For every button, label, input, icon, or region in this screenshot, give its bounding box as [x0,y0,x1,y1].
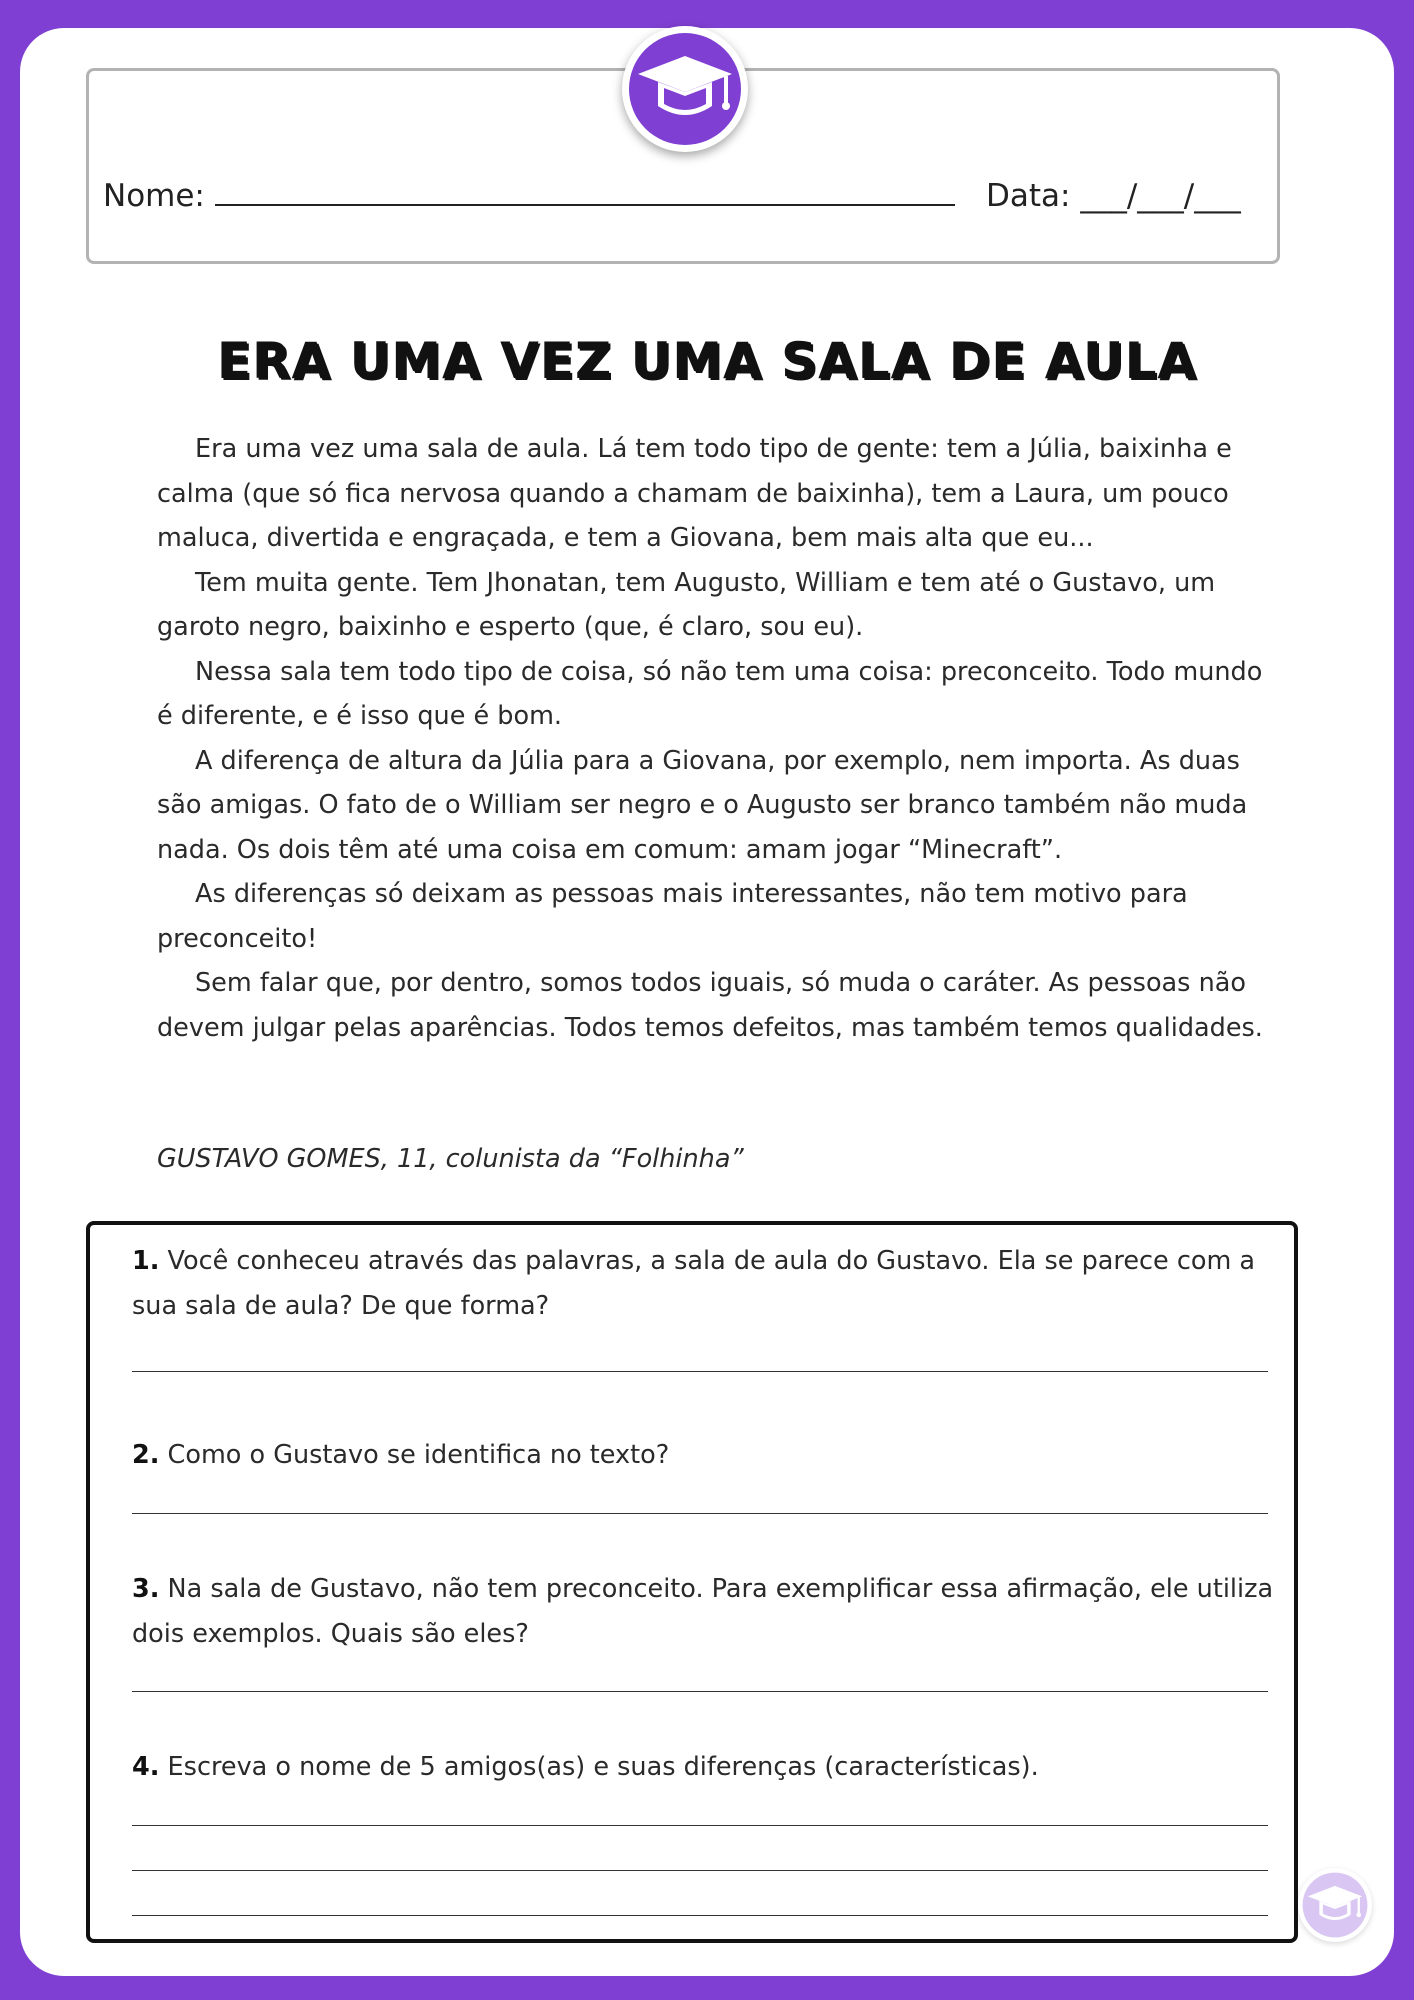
question-text: Escreva o nome de 5 amigos(as) e suas diferenças (características). [167,1752,1039,1782]
answer-line[interactable] [132,1870,1268,1871]
answer-line[interactable] [132,1825,1268,1826]
story-paragraph: Era uma vez uma sala de aula. Lá tem todo tipo de gente: tem a Júlia, baixinha e calma (que só fica nervosa quando a chamam de baixinha), tem a Laura, um pouco maluca, divertida e engraçada, e tem a Giovana, bem mais alta que eu... [157,434,1232,553]
story-author: GUSTAVO GOMES, 11, colunista da “Folhinha” [157,1144,744,1174]
name-label: Nome: [103,178,205,214]
answer-line[interactable] [132,1513,1268,1514]
answer-line[interactable] [132,1691,1268,1692]
question-2 [132,1433,1282,1478]
story-paragraph: Nessa sala tem todo tipo de coisa, só não tem uma coisa: preconceito. Todo mundo é diferente, e é isso que é bom. [157,656,1263,731]
question-text: Na sala de Gustavo, não tem preconceito. Para exemplificar essa afirmação, ele utiliza dois exemplos. Quais são eles? [132,1574,1274,1649]
question-1 [132,1239,1282,1328]
name-blank-line[interactable] [215,178,955,206]
name-field[interactable] [103,178,955,214]
brand-logo [622,26,748,152]
graduation-cap-icon [1302,1872,1368,1938]
corner-logo [1298,1868,1372,1942]
question-number: 3. [132,1574,160,1604]
story-paragraph: Tem muita gente. Tem Jhonatan, tem Augusto, William e tem até o Gustavo, um garoto negro, baixinho e esperto (que, é claro, sou eu). [157,567,1216,642]
questions-box [86,1221,1298,1943]
graduation-cap-icon [628,32,742,146]
question-number: 4. [132,1752,160,1782]
page-title: ERA UMA VEZ UMA SALA DE AULA [216,332,1198,390]
question-text: Você conheceu através das palavras, a sala de aula do Gustavo. Ela se parece com a sua sala de aula? De que forma? [132,1246,1256,1321]
story-paragraph: As diferenças só deixam as pessoas mais interessantes, não tem motivo para preconceito! [157,879,1188,954]
answer-line[interactable] [132,1371,1268,1372]
story-paragraph: Sem falar que, por dentro, somos todos iguais, só muda o caráter. As pessoas não devem julgar pelas aparências. Todos temos defeitos, mas também temos qualidades. [157,968,1263,1043]
question-text: Como o Gustavo se identifica no texto? [167,1440,670,1470]
question-4 [132,1745,1282,1790]
date-label: Data: ___/___/___ [986,178,1241,214]
answer-line[interactable] [132,1915,1268,1916]
question-3 [132,1567,1282,1656]
story-text [157,427,1267,1050]
date-field[interactable] [986,178,1241,214]
question-number: 2. [132,1440,160,1470]
story-paragraph: A diferença de altura da Júlia para a Giovana, por exemplo, nem importa. As duas são amigas. O fato de o William ser negro e o Augusto ser branco também não muda nada. Os dois têm até uma coisa em comum: amam jogar “Minecraft”. [157,745,1248,865]
question-number: 1. [132,1246,160,1276]
